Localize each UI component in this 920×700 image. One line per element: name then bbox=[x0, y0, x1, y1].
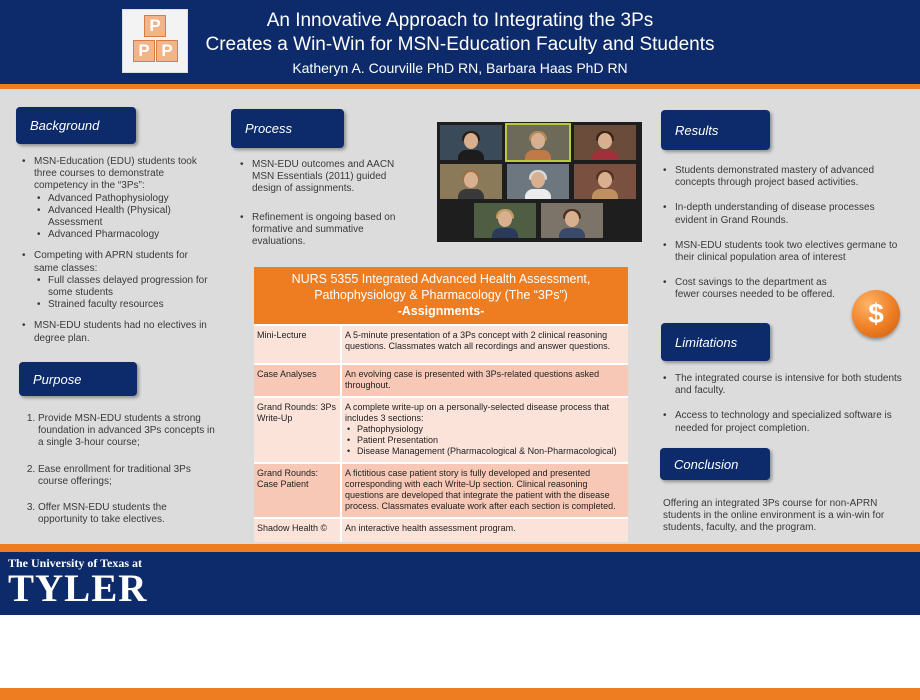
background-item: • MSN-EDU students had no electives in degree plan. bbox=[34, 320, 215, 344]
background-item-text: MSN-Education (EDU) students took three courses to demonstrate competency in the “3Ps”: bbox=[34, 156, 197, 192]
participant-tile bbox=[574, 125, 636, 160]
participant-tile bbox=[440, 125, 502, 160]
background-item bbox=[34, 156, 215, 241]
purpose-item: 3. Offer MSN-EDU students the opportunity to take electives. bbox=[38, 502, 215, 526]
logo-block: P bbox=[144, 15, 166, 37]
table-row-text: An interactive health assessment program. bbox=[341, 518, 628, 542]
participant-tile bbox=[474, 203, 536, 238]
university-name: The University of Texas at bbox=[8, 556, 143, 570]
results-item: • In-depth understanding of disease processes evident in Grand Rounds. bbox=[675, 202, 906, 226]
limitations-body bbox=[661, 373, 906, 444]
background-body bbox=[20, 156, 215, 354]
participant-tile bbox=[541, 203, 603, 238]
background-item-text: Competing with APRN students for same classes: bbox=[34, 250, 188, 274]
process-heading: Process bbox=[231, 109, 344, 148]
authors: Katheryn A. Courville PhD RN, Barbara Haas PhD RN bbox=[292, 60, 628, 76]
university-logo-tyler: TYLER bbox=[8, 567, 148, 610]
bottom-stripe bbox=[0, 688, 920, 700]
table-row bbox=[254, 397, 628, 463]
table-row-label: Grand Rounds: Case Patient bbox=[254, 463, 341, 518]
purpose-item: 2. Ease enrollment for traditional 3Ps course offerings; bbox=[38, 464, 215, 488]
table-row-text: A fictitious case patient story is fully developed and presented corresponding with each Write-Up section. Clinical reasoning questions are developed that integrate the patient with the disease process. Classmates evaluate work after each section is completed. bbox=[341, 463, 628, 518]
results-item: • Students demonstrated mastery of advanced concepts through project based activities. bbox=[675, 165, 906, 189]
table-subtitle: -Assignments- bbox=[397, 304, 485, 318]
background-subitem: • Strained faculty resources bbox=[48, 299, 215, 311]
results-item: • MSN-EDU students took two electives germane to their clinical population area of interest bbox=[675, 240, 906, 264]
footer-stripe bbox=[0, 544, 920, 552]
limitations-item: • The integrated course is intensive for both students and faculty. bbox=[675, 373, 906, 397]
table-row-bullet: • Patient Presentation bbox=[357, 435, 625, 446]
process-item: • Refinement is ongoing based on formative and summative evaluations. bbox=[252, 212, 413, 249]
table-row-text: A 5-minute presentation of a 3Ps concept with 2 clinical reasoning questions. Classmates watch all recordings and answer questions. bbox=[341, 325, 628, 364]
purpose-heading: Purpose bbox=[19, 362, 137, 396]
participant-tile bbox=[507, 125, 569, 160]
table-row bbox=[254, 518, 628, 542]
purpose-body bbox=[20, 413, 215, 540]
background-subitem: • Advanced Pathophysiology bbox=[48, 193, 215, 205]
process-item: • MSN-EDU outcomes and AACN MSN Essentials (2011) guided design of assignments. bbox=[252, 159, 413, 196]
results-heading: Results bbox=[661, 110, 770, 150]
table-row-bullet: • Disease Management (Pharmacological & Non-Pharmacological) bbox=[357, 446, 625, 457]
table-row-bullet: • Pathophysiology bbox=[357, 424, 625, 435]
table-row-label: Case Analyses bbox=[254, 364, 341, 397]
dollar-icon: $ bbox=[852, 290, 900, 338]
table-row-cell bbox=[341, 397, 628, 463]
results-body bbox=[661, 165, 906, 311]
participant-tile bbox=[574, 164, 636, 199]
assignments-table bbox=[254, 267, 628, 542]
limitations-heading: Limitations bbox=[661, 323, 770, 361]
background-subitem: • Full classes delayed progression for some students bbox=[48, 275, 215, 299]
video-conference-photo bbox=[437, 122, 642, 242]
table-row-label: Grand Rounds: 3Ps Write-Up bbox=[254, 397, 341, 463]
logo-block: P bbox=[156, 40, 178, 62]
table-row bbox=[254, 325, 628, 364]
table-row bbox=[254, 463, 628, 518]
poster-title-line2: Creates a Win-Win for MSN-Education Faculty and Students bbox=[205, 34, 715, 55]
conclusion-text: Offering an integrated 3Ps course for non-APRN students in the online environment is a win-win for students, faculty, and the program. bbox=[663, 498, 885, 534]
process-body bbox=[238, 159, 413, 257]
poster-title-line1: An Innovative Approach to Integrating the 3Ps bbox=[266, 10, 654, 31]
conclusion-heading: Conclusion bbox=[660, 448, 770, 480]
table-row-text: A complete write-up on a personally-selected disease process that includes 3 sections: bbox=[345, 402, 610, 423]
table-row-label: Mini-Lecture bbox=[254, 325, 341, 364]
table-row-label: Shadow Health © bbox=[254, 518, 341, 542]
limitations-item: • Access to technology and specialized software is needed for project completion. bbox=[675, 410, 906, 434]
results-item: • Cost savings to the department as fewer courses needed to be offered. bbox=[675, 277, 850, 301]
logo-block: P bbox=[133, 40, 155, 62]
participant-tile bbox=[440, 164, 502, 199]
table-title bbox=[254, 267, 628, 325]
participant-tile bbox=[507, 164, 569, 199]
purpose-item: 1. Provide MSN-EDU students a strong foundation in advanced 3Ps concepts in a single 3-hour course; bbox=[38, 413, 215, 450]
table-title-text: NURS 5355 Integrated Advanced Health Assessment, Pathophysiology & Pharmacology (The “3Ps”) bbox=[291, 272, 591, 302]
background-subitem: • Advanced Health (Physical) Assessment bbox=[48, 205, 215, 229]
background-item bbox=[34, 250, 215, 311]
background-heading: Background bbox=[16, 107, 136, 144]
table-row-text: An evolving case is presented with 3Ps-related questions asked throughout. bbox=[341, 364, 628, 397]
background-subitem: • Advanced Pharmacology bbox=[48, 229, 215, 241]
table-row bbox=[254, 364, 628, 397]
